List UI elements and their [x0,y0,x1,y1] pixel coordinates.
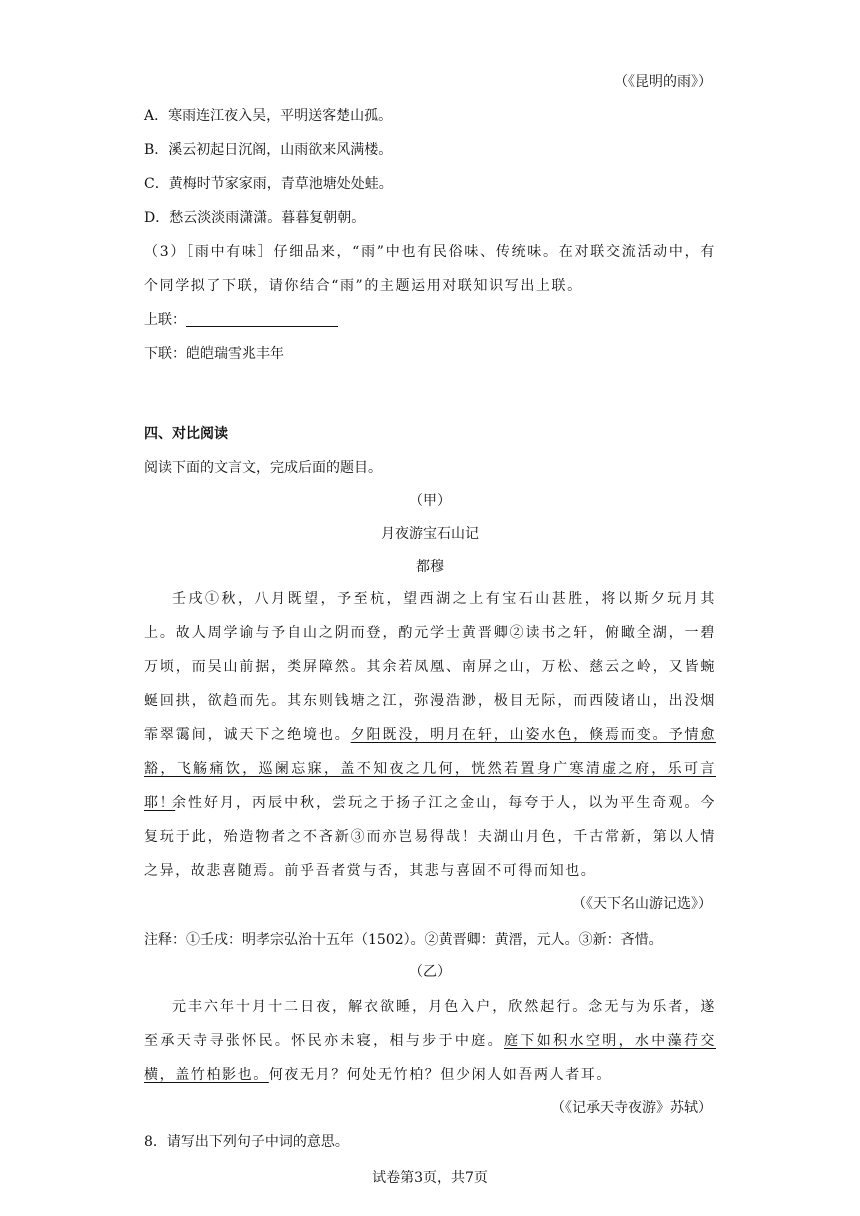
passage-jia-paragraph-1 [144,582,716,820]
prev-source: （《昆明的雨》） [614,74,712,90]
lower-couplet: 下联：皑皑瑞雪兆丰年 [144,346,284,362]
option-d: D．愁云淡淡雨潇潇。暮暮复朝朝。 [144,210,366,226]
passage-jia-p1-underlined: 夕阳既没，明月在轩，山姿水色，倏焉而变。予情愈豁，飞觞痛饮，巡阑忘寐，盖不知夜之几何，恍然若置身广寒清虚之府，乐可言耶！ [144,727,716,811]
page-footer: 试卷第3页，共7页 [372,1170,488,1186]
passage-yi-underlined: 庭下如积水空明，水中藻荇交横，盖竹柏影也。 [144,1033,716,1083]
passage-jia-notes: 注释：①壬戌：明孝宗弘治十五年（1502）。②黄晋卿：黄溍，元人。③新：吝惜。 [144,932,663,948]
passage-jia-label: （甲） [409,493,451,509]
passage-jia-p1-text: 壬戌①秋，八月既望，予至杭，望西湖之上有宝石山甚胜，将以斯夕玩月其上。故人周学谕与予自山之阴而登，酌元学士黄晋卿②读书之轩，俯瞰全湖，一碧万顷，而吴山前据，类屏障然。其余若凤凰、南屏之山，万松、慈云之岭，又皆蜿蜒回拱，欲趋而先。其东则钱塘之江，弥漫浩渺，极目无际，而西陵诸山，出没烟霏翠霭间，诚天下之绝境也。 [144,591,716,743]
passage-jia-title: 月夜游宝石山记 [381,526,479,542]
question-8: 8．请写出下列句子中词的意思。 [144,1134,349,1150]
passage-yi-paragraph [144,990,716,1092]
passage-jia-source: （《天下名山游记选》） [572,896,712,912]
passage-yi-source: （《记承天寺夜游》苏轼） [551,1100,712,1116]
question-3: （3）［雨中有味］仔细品来，“雨”中也有民俗味、传统味。在对联交流活动中，有个同学拟了下联，请你结合“雨”的主题运用对联知识写出上联。 [144,244,716,294]
option-a: A．寒雨连江夜入吴，平明送客楚山孤。 [144,108,393,124]
passage-jia-paragraph-2: 余性好月，丙辰中秋，尝玩之于扬子江之金山，每夸于人，以为平生奇观。今复玩于此，殆造物者之不吝新③而亦岂易得哉！夫湖山月色，千古常新，第以人情之异，故悲喜随焉。前乎吾者赏与否，其悲与喜固不可得而知也。 [144,795,716,879]
option-b: B．溪云初起日沉阁，山雨欲来风满楼。 [144,142,393,158]
instruction: 阅读下面的文言文，完成后面的题目。 [144,460,382,476]
passage-yi-tail: 何夜无月？何处无竹柏？但少闲人如吾两人者耳。 [268,1067,613,1083]
passage-yi-label: （乙） [409,964,451,980]
passage-yi-text: 元丰六年十月十二日夜，解衣欲睡，月色入户，欣然起行。念无与为乐者，遂至承天寺寻张怀民。怀民亦未寝，相与步于中庭。 [144,999,716,1049]
answer-blank[interactable] [186,312,338,327]
passage-jia-author: 都穆 [416,559,444,575]
upper-couplet-label: 上联： [144,312,186,328]
upper-couplet-line [144,310,338,330]
option-c: C．黄梅时节家家雨，青草池塘处处蛙。 [144,176,393,192]
section-title: 四、对比阅读 [144,426,228,442]
